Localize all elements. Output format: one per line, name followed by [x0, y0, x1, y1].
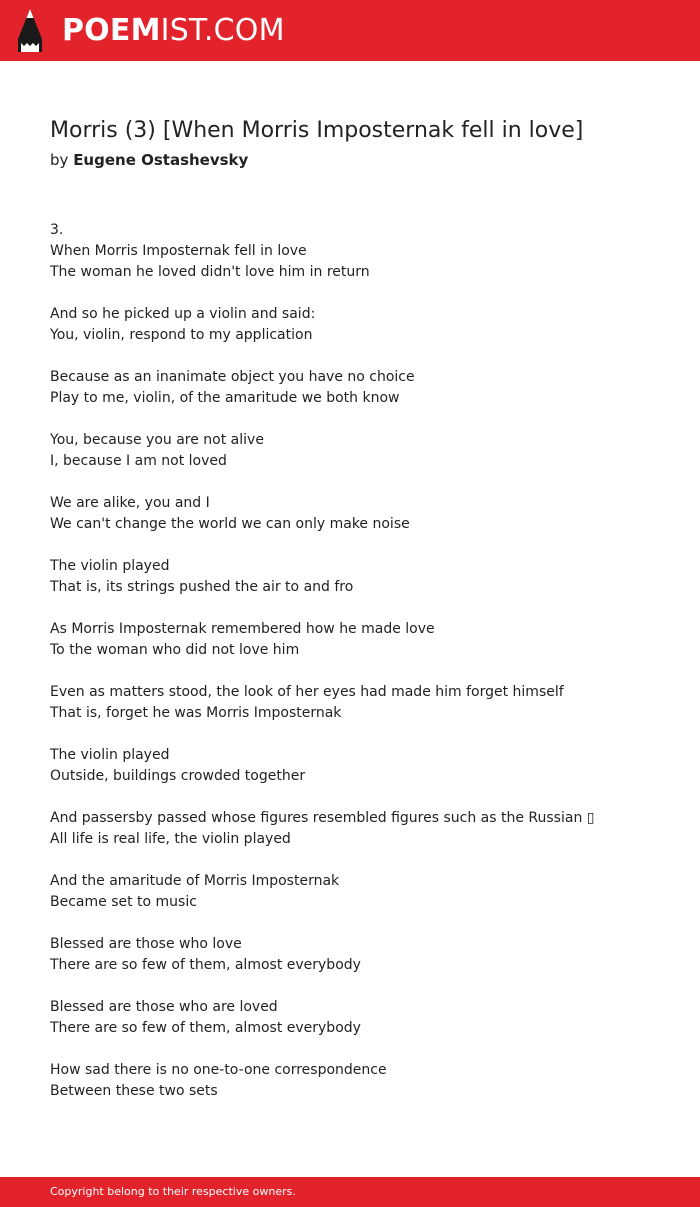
poem-content [50, 112, 660, 1123]
poem-line: 3. [50, 222, 64, 238]
poem-line: The violin played [50, 558, 170, 574]
poem-line: And so he picked up a violin and said: [50, 306, 316, 322]
poem-line: You, violin, respond to my application [50, 327, 313, 343]
poem-line: All life is real life, the violin played [50, 831, 291, 847]
byline [50, 150, 660, 170]
stanza [50, 220, 660, 283]
stanza [50, 556, 660, 598]
poem-line: We can't change the world we can only make noise [50, 516, 410, 532]
poem-line: I, because I am not loved [50, 453, 227, 469]
poem-line: And the amaritude of Morris Imposternak [50, 873, 340, 889]
pencil-tip-icon[interactable] [17, 9, 43, 52]
stanza [50, 493, 660, 535]
site-logo[interactable] [62, 12, 285, 50]
poem-line: As Morris Imposternak remembered how he made love [50, 621, 435, 637]
poem-line: Became set to music [50, 894, 197, 910]
stanza [50, 619, 660, 661]
poem-line: Blessed are those who are loved [50, 999, 278, 1015]
poem-line: And passersby passed whose figures resembled figures such as the Russian ▯ [50, 810, 595, 826]
poem-line: We are alike, you and I [50, 495, 210, 511]
poem-line: There are so few of them, almost everybody [50, 1020, 361, 1036]
copyright-text: Copyright belong to their respective owners. [50, 1185, 296, 1198]
poem-line: How sad there is no one-to-one correspondence [50, 1062, 387, 1078]
by-label: by [50, 151, 69, 169]
poem-line: The violin played [50, 747, 170, 763]
poem-line: That is, forget he was Morris Imposternak [50, 705, 342, 721]
poem-line: You, because you are not alive [50, 432, 264, 448]
stanza [50, 367, 660, 409]
stanza [50, 745, 660, 787]
poem-line: Between these two sets [50, 1083, 218, 1099]
poem-line: There are so few of them, almost everybody [50, 957, 361, 973]
poem-line: Outside, buildings crowded together [50, 768, 306, 784]
site-footer [0, 1177, 700, 1207]
stanza [50, 997, 660, 1039]
poem-line: Blessed are those who love [50, 936, 242, 952]
author-name: Eugene Ostashevsky [73, 151, 249, 169]
poem-line: Even as matters stood, the look of her eyes had made him forget himself [50, 684, 564, 700]
stanza [50, 871, 660, 913]
poem-line: When Morris Imposternak fell in love [50, 243, 307, 259]
poem-line: Because as an inanimate object you have no choice [50, 369, 415, 385]
stanza [50, 1060, 660, 1102]
stanza [50, 934, 660, 976]
site-header [0, 0, 700, 61]
logo-bold-text: POEM [62, 13, 161, 48]
poem-body [50, 220, 660, 1102]
poem-title: Morris (3) [When Morris Imposternak fell in love] [50, 118, 584, 143]
stanza [50, 682, 660, 724]
stanza [50, 808, 660, 850]
poem-line: Play to me, violin, of the amaritude we both know [50, 390, 400, 406]
poem-line: The woman he loved didn't love him in return [50, 264, 370, 280]
logo-light-text: IST.COM [160, 13, 285, 48]
stanza [50, 430, 660, 472]
poem-line: That is, its strings pushed the air to and fro [50, 579, 354, 595]
stanza [50, 304, 660, 346]
poem-line: To the woman who did not love him [50, 642, 300, 658]
